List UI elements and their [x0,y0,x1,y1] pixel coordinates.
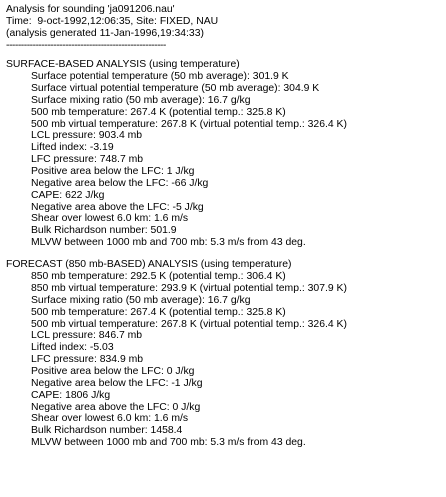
surface-item: Shear over lowest 6.0 km: 1.6 m/s [31,213,189,225]
forecast-item: Lifted index: -5.03 [31,342,114,354]
forecast-item: Bulk Richardson number: 1458.4 [31,425,183,437]
forecast-item: 500 mb virtual temperature: 267.8 K (virtual potential temp.: 326.4 K) [31,318,347,330]
header-sounding-name: Analysis for sounding 'ja091206.nau' [6,4,175,15]
surface-item: Surface virtual potential temperature (50 mb average): 304.9 K [31,83,320,95]
analysis-document [6,4,444,449]
forecast-item: Negative area below the LFC: -1 J/kg [31,377,203,389]
forecast-item: Positive area below the LFC: 0 J/kg [31,365,195,377]
forecast-item: Shear over lowest 6.0 km: 1.6 m/s [31,413,189,425]
header-generated: (analysis generated 11-Jan-1996,19:34:33) [6,27,204,39]
surface-item: MLVW between 1000 mb and 700 mb: 5.3 m/s from 43 deg. [31,237,306,249]
surface-item: LCL pressure: 903.4 mb [31,130,143,142]
surface-item: Negative area above the LFC: -5 J/kg [31,201,204,213]
forecast-item: 850 mb temperature: 292.5 K (potential temp.: 306.4 K) [31,271,286,283]
surface-item: 500 mb temperature: 267.4 K (potential temp.: 325.8 K) [31,106,286,118]
forecast-item: MLVW between 1000 mb and 700 mb: 5.3 m/s from 43 deg. [31,437,306,449]
surface-item: Bulk Richardson number: 501.9 [31,225,177,237]
forecast-item: LFC pressure: 834.9 mb [31,354,144,366]
surface-item: Surface potential temperature (50 mb average): 301.9 K [31,71,289,83]
header-divider: ------------------------------------------------------ [6,39,166,51]
spacer [6,249,444,260]
surface-item: Lifted index: -3.19 [31,142,114,154]
header-time-site: Time: 9-oct-1992,12:06:35, Site: FIXED, NAU [6,15,219,27]
forecast-section-title: FORECAST (850 mb-BASED) ANALYSIS (using temperature) [6,259,292,271]
surface-item: LFC pressure: 748.7 mb [31,154,144,166]
spacer [6,51,444,59]
surface-section-title: SURFACE-BASED ANALYSIS (using temperature) [6,59,240,71]
forecast-item: 500 mb temperature: 267.4 K (potential temp.: 325.8 K) [31,306,286,318]
surface-item: Negative area below the LFC: -66 J/kg [31,177,209,189]
forecast-item: CAPE: 1806 J/kg [31,389,111,401]
forecast-item: 850 mb virtual temperature: 293.9 K (virtual potential temp.: 307.9 K) [31,283,347,295]
forecast-section-list [6,271,444,449]
surface-item: 500 mb virtual temperature: 267.8 K (virtual potential temp.: 326.4 K) [31,118,347,130]
surface-item: Positive area below the LFC: 1 J/kg [31,165,195,177]
surface-item: Surface mixing ratio (50 mb average): 16.7 g/kg [31,94,251,106]
forecast-item: LCL pressure: 846.7 mb [31,330,143,342]
surface-section-list [6,71,444,249]
forecast-item: Negative area above the LFC: 0 J/kg [31,401,201,413]
forecast-item: Surface mixing ratio (50 mb average): 16.7 g/kg [31,294,251,306]
surface-item: CAPE: 622 J/kg [31,189,105,201]
